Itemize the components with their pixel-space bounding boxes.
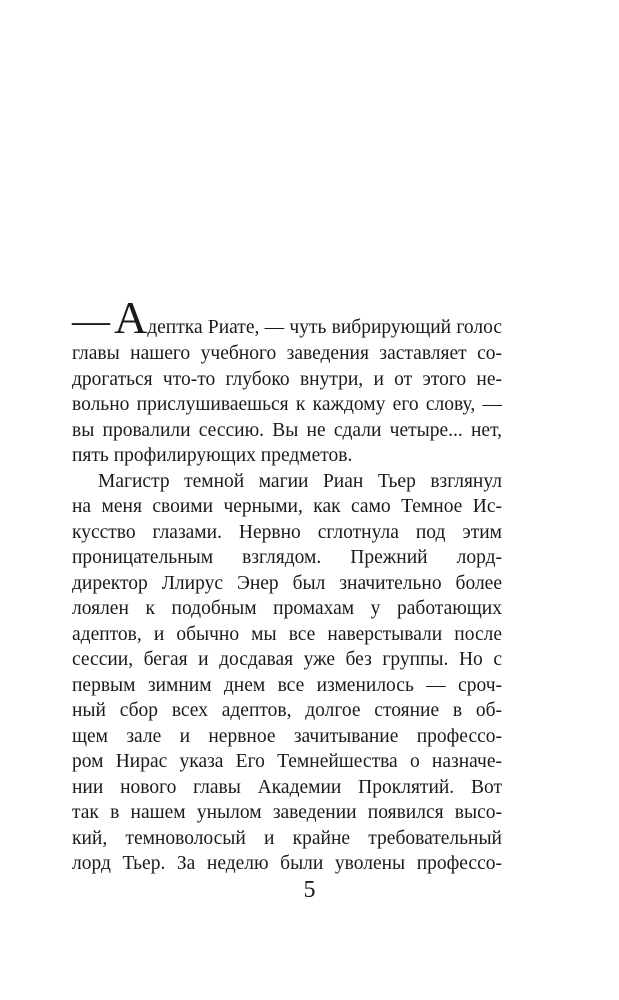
page-number: 5 [303,877,316,903]
text-line: щем зале и нервное зачитывание профессо- [72,725,502,747]
text-line: нии нового главы Академии Проклятий. Вот [72,776,502,798]
text-line: ный сбор всех адептов, долгое стояние в об- [72,700,502,721]
text-line: пять профилирующих предметов. [72,445,353,466]
text-line: директор Ллирус Энер был значительно более [72,572,502,594]
text-line: на меня своими черными, как само Темное Ис- [72,496,502,517]
text-line: вы провалили сессию. Вы не сдали четыре... нет, [72,419,502,441]
text-line: Магистр темной магии Риан Тьер взглянул [98,470,502,492]
text-line: так в нашем унылом заведении появился высо- [72,802,502,823]
opening-line-text: дептка Риате, — чуть вибрирующий голос [147,317,502,338]
text-line: адептов, и обычно мы все наверстывали после [72,623,502,645]
drop-cap: А [114,292,148,343]
text-line: кусство глазами. Нервно сглотнула под этим [72,521,502,543]
text-line: первым зимним днем все изменилось — сроч- [72,674,502,696]
text-line: проницательным взглядом. Прежний лорд- [72,547,502,568]
text-line: главы нашего учебного заведения заставляет со- [72,343,502,364]
paragraph-1 [72,292,502,469]
dialogue-dash: — [72,300,110,342]
opening-line [72,292,502,343]
text-line: ром Нирас указа Его Темнейшества о назначе- [72,751,502,772]
text-line: лоялен к подобным промахам у работающих [72,598,502,619]
body-text [72,292,502,877]
text-line: дрогаться что-то глубоко внутри, и от этого не- [72,368,502,390]
text-line: вольно прислушиваешься к каждому его слову, — [72,394,502,415]
paragraph-2 [72,469,502,877]
text-line: лорд Тьер. За неделю были уволены профессо- [72,853,502,874]
text-line: кий, темноволосый и крайне требовательный [72,827,502,849]
text-line: сессии, бегая и досдавая уже без группы. Но с [72,649,502,670]
